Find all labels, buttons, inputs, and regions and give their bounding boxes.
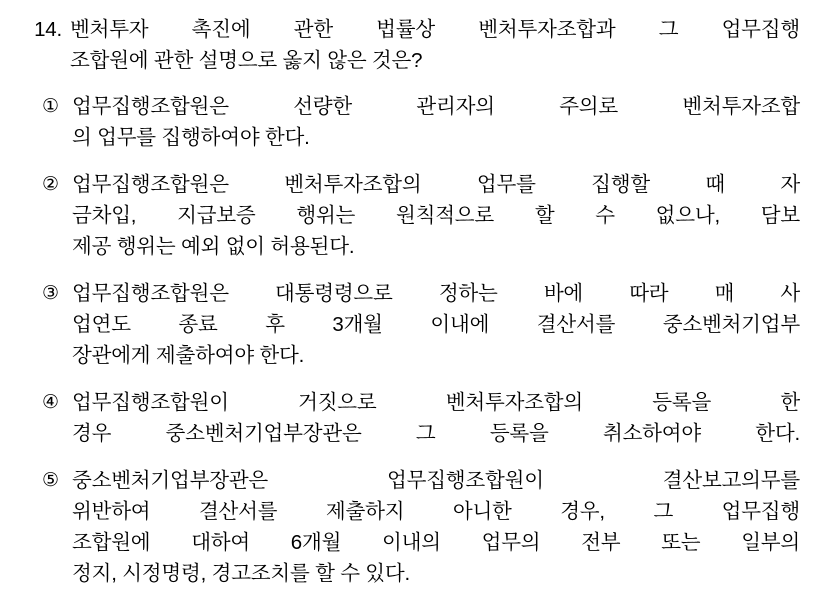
choice-text <box>72 91 800 153</box>
question-text <box>70 14 800 76</box>
choice-text <box>72 387 800 449</box>
choice-line: 정지, 시정명령, 경고조치를 할 수 있다. <box>72 562 411 585</box>
question-line: 벤처투자 촉진에 관한 법률상 벤처투자조합과 그 업무집행 <box>70 18 800 41</box>
question-number: 14. <box>34 18 62 41</box>
choice-text <box>72 169 800 262</box>
choice-text <box>72 465 800 589</box>
choice-item[interactable] <box>42 465 800 589</box>
choice-list <box>22 91 800 589</box>
question-line: 조합원에 관한 설명으로 옳지 않은 것은? <box>70 49 423 72</box>
choice-line: 업무집행조합원은 대통령령으로 정하는 바에 따라 매 사 <box>72 282 800 305</box>
choice-marker: ⑤ <box>42 470 59 491</box>
choice-line: 업무집행조합원은 선량한 관리자의 주의로 벤처투자조합 <box>72 95 800 118</box>
question-stem <box>22 14 800 76</box>
choice-marker: ② <box>42 174 59 195</box>
choice-line: 업무집행조합원은 벤처투자조합의 업무를 집행할 때 자 <box>72 173 800 196</box>
choice-item[interactable] <box>42 91 800 153</box>
choice-line: 장관에게 제출하여야 한다. <box>72 344 305 367</box>
choice-line: 금차입, 지급보증 행위는 원칙적으로 할 수 없으나, 담보 <box>72 204 800 227</box>
choice-line: 중소벤처기업부장관은 업무집행조합원이 결산보고의무를 <box>72 469 800 492</box>
choice-item[interactable] <box>42 278 800 371</box>
choice-marker: ④ <box>42 392 59 413</box>
choice-marker: ③ <box>42 283 59 304</box>
choice-line: 업무집행조합원이 거짓으로 벤처투자조합의 등록을 한 <box>72 391 800 414</box>
choice-line: 경우 중소벤처기업부장관은 그 등록을 취소하여야 한다. <box>72 422 800 445</box>
choice-marker: ① <box>42 96 59 117</box>
choice-item[interactable] <box>42 169 800 262</box>
choice-line: 조합원에 대하여 6개월 이내의 업무의 전부 또는 일부의 <box>72 531 800 554</box>
choice-text <box>72 278 800 371</box>
choice-line: 업연도 종료 후 3개월 이내에 결산서를 중소벤처기업부 <box>72 313 800 336</box>
choice-line: 제공 행위는 예외 없이 허용된다. <box>72 235 355 258</box>
choice-line: 위반하여 결산서를 제출하지 아니한 경우, 그 업무집행 <box>72 500 800 523</box>
choice-line: 의 업무를 집행하여야 한다. <box>72 126 310 149</box>
choice-item[interactable] <box>42 387 800 449</box>
